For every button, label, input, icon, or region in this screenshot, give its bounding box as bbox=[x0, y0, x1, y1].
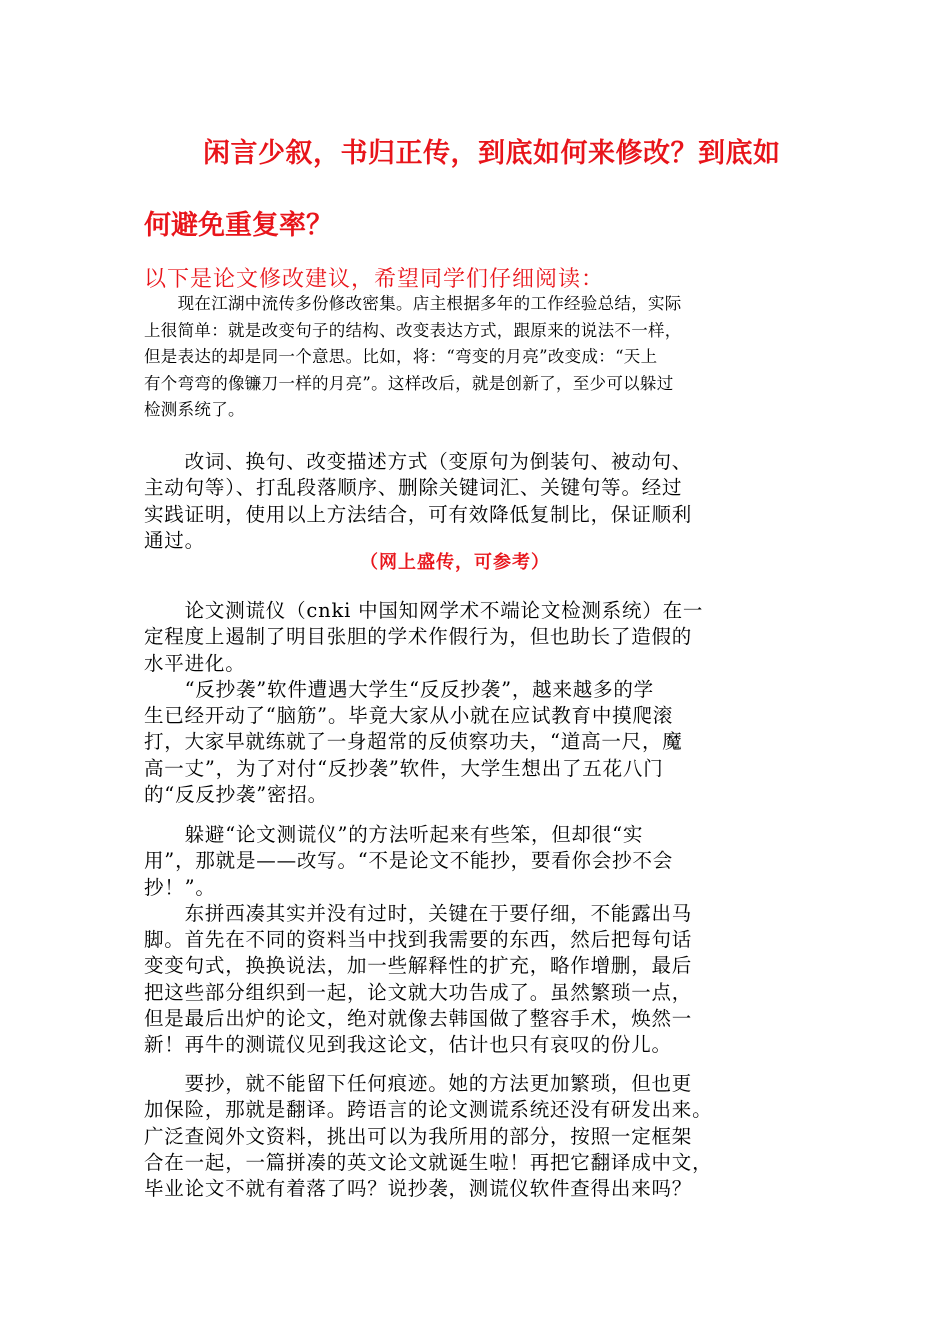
text-line: 脚。首先在不同的资料当中找到我需要的东西，然后把每句话 bbox=[144, 928, 693, 952]
text-line: 新！再牛的测谎仪见到我这论文，估计也只有哀叹的份儿。 bbox=[144, 1033, 672, 1057]
text-line: 东拼西凑其实并没有过时，关键在于要仔细，不能露出马 bbox=[144, 901, 693, 925]
text-line: 但是表达的却是同一个意思。比如，将：“弯变的月亮”改变成：“天上 bbox=[144, 347, 658, 366]
text-line: 有个弯弯的像镰刀一样的月亮”。这样改后，就是创新了，至少可以躲过 bbox=[144, 373, 674, 393]
text-line: 躲避“论文测谎仪”的方法听起来有些笨，但却很“实 bbox=[144, 823, 644, 846]
text-line: 要抄，就不能留下任何痕迹。她的方法更加繁琐，但也更 bbox=[144, 1072, 693, 1095]
text-line: “反抄袭”软件遭遇大学生“反反抄袭”，越来越多的学 bbox=[144, 677, 654, 701]
paragraph-intro bbox=[144, 291, 806, 424]
text-line: 主动句等）、打乱段落顺序、删除关键词汇、关键句等。经过 bbox=[144, 476, 683, 500]
paragraph-detector bbox=[144, 598, 806, 808]
text-line: 打，大家早就练就了一身超常的反侦察功夫，“道高一尺，魔 bbox=[144, 730, 683, 754]
text-line: 变变句式，换换说法，加一些解释性的扩充，略作增删，最后 bbox=[144, 954, 693, 978]
text-line: 论文测谎仪（cnki 中国知网学术不端论文检测系统）在一 bbox=[144, 599, 704, 622]
text-line: 但是最后出炉的论文，绝对就像去韩国做了整容手术，焕然一 bbox=[144, 1007, 693, 1031]
text-line: 定程度上遏制了明目张胆的学术作假行为，但也助长了造假的 bbox=[144, 625, 693, 649]
text-line: 抄！”。 bbox=[144, 875, 216, 899]
text-line: 检测系统了。 bbox=[144, 400, 245, 419]
text-line: 现在江湖中流传多份修改密集。店主根据多年的工作经验总结，实际 bbox=[144, 294, 682, 313]
text-line: 毕业论文不就有着落了吗？说抄袭，测谎仪软件查得出来吗？ bbox=[144, 1177, 693, 1201]
text-line: 改词、换句、改变描述方式（变原句为倒装句、被动句、 bbox=[144, 450, 693, 473]
title-line-1: 闲言少叙，书归正传，到底如何来修改？到底如 bbox=[203, 138, 781, 169]
text-line: 实践证明，使用以上方法结合，可有效降低复制比，保证顺利 bbox=[144, 502, 693, 526]
text-line: 合在一起，一篇拼凑的英文论文就诞生啦！再把它翻译成中文， bbox=[144, 1150, 713, 1174]
paragraph-rewrite bbox=[144, 822, 806, 1059]
text-line: 的“反反抄袭”密招。 bbox=[144, 783, 328, 807]
paragraph-methods bbox=[144, 449, 806, 554]
text-line: 加保险，那就是翻译。跨语言的论文测谎系统还没有研发出来。 bbox=[144, 1098, 713, 1122]
reference-note: （网上盛传，可参考） bbox=[360, 552, 550, 573]
title-line-2: 何避免重复率？ bbox=[144, 210, 333, 241]
text-line: 生已经开动了“脑筋”。毕竟大家从小就在应试教育中摸爬滚 bbox=[144, 704, 674, 728]
paragraph-translate bbox=[144, 1071, 806, 1202]
text-line: 把这些部分组织到一起，论文就大功告成了。虽然繁琐一点， bbox=[144, 980, 693, 1004]
text-line: 通过。 bbox=[144, 528, 205, 552]
subtitle: 以下是论文修改建议，希望同学们仔细阅读： bbox=[144, 267, 605, 292]
text-line: 用”，那就是——改写。“不是论文不能抄，要看你会抄不会 bbox=[144, 849, 674, 873]
text-line: 广泛查阅外文资料，挑出可以为我所用的部分，按照一定框架 bbox=[144, 1124, 693, 1148]
text-line: 上很简单：就是改变句子的结构、改变表达方式，跟原来的说法不一样， bbox=[144, 320, 682, 340]
text-line: 高一丈”，为了对付“反抄袭”软件，大学生想出了五花八门 bbox=[144, 756, 664, 780]
text-line: 水平进化。 bbox=[144, 651, 246, 675]
